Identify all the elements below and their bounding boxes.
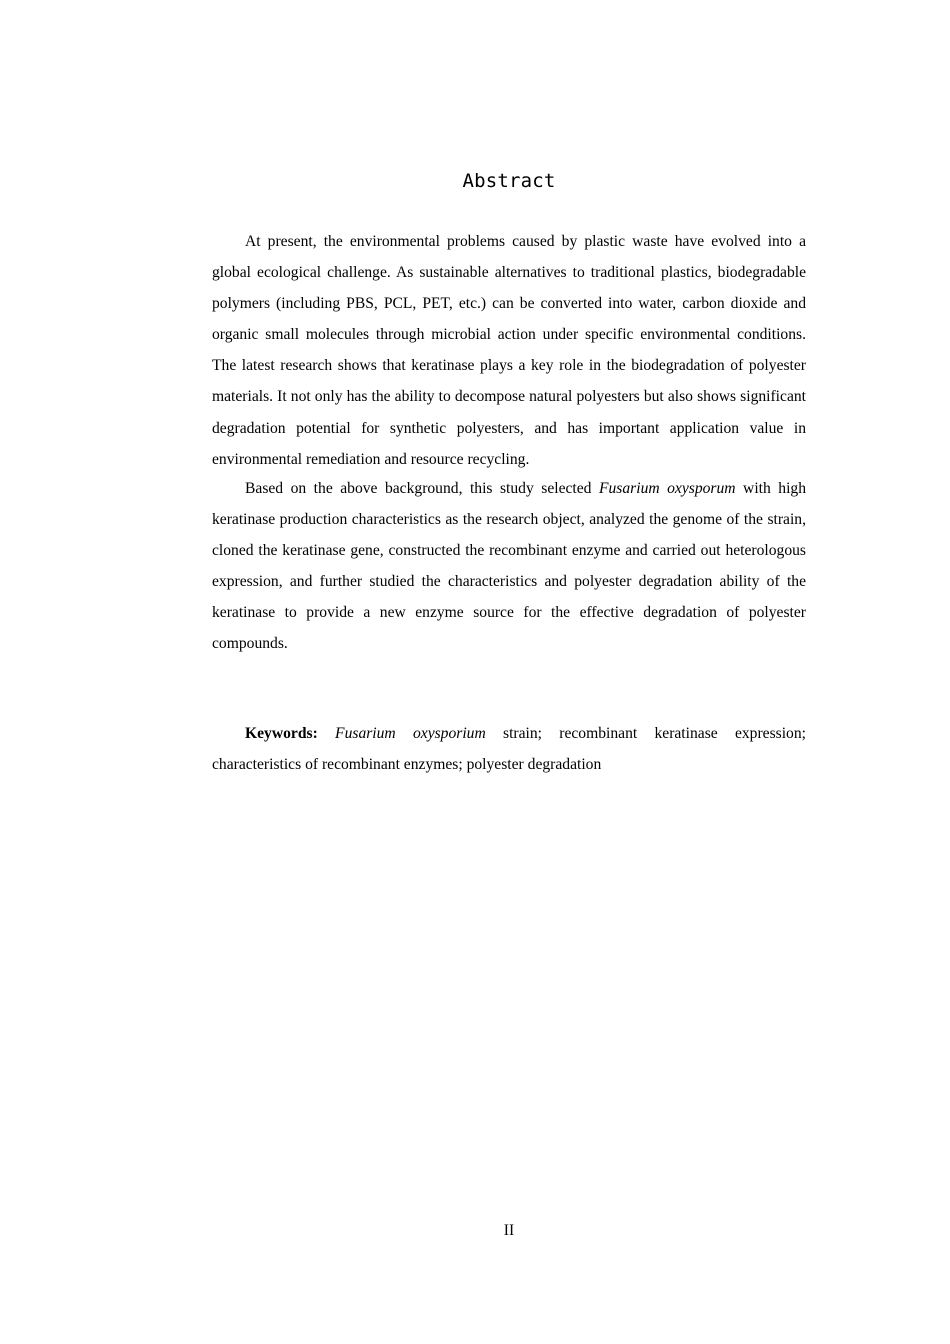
- paragraph-2-intro: Based on the above background, this study selected: [245, 479, 599, 497]
- paragraph-2-rest: with high keratinase production characteristics as the research object, analyzed the genome of the strain, cloned the keratinase gene, constructed the recombinant enzyme and carried out heterologous expression, and further studied the characteristics and polyester degradation ability of the keratinase to provide a new enzyme source for the effective degradation of polyester compounds.: [212, 479, 806, 653]
- abstract-paragraph-2: [212, 473, 806, 660]
- species-name: Fusarium oxysporum: [598, 479, 736, 497]
- page-title: Abstract: [462, 170, 556, 192]
- keywords-list: strain; recombinant keratinase expression; characteristics of recombinant enzymes; polyester degradation: [212, 725, 806, 774]
- keywords-section: [212, 718, 806, 780]
- keywords-species: Fusarium oxysporium: [335, 725, 486, 742]
- abstract-body: [212, 226, 806, 659]
- keywords-paragraph: [212, 718, 806, 780]
- keywords-label: Keywords:: [245, 725, 318, 742]
- page-number: II: [503, 1222, 515, 1239]
- abstract-paragraph-1: At present, the environmental problems caused by plastic waste have evolved into a global ecological challenge. As sustainable alternatives to traditional plastics, biodegradable polymers (including PBS, PCL, PET, etc.) can be converted into water, carbon dioxide and organic small molecules through microbial action under specific environmental conditions. The latest research shows that keratinase plays a key role in the biodegradation of polyester materials. It not only has the ability to decompose natural polyesters but also shows significant degradation potential for synthetic polyesters, and has important application value in environmental remediation and resource recycling.: [212, 233, 806, 468]
